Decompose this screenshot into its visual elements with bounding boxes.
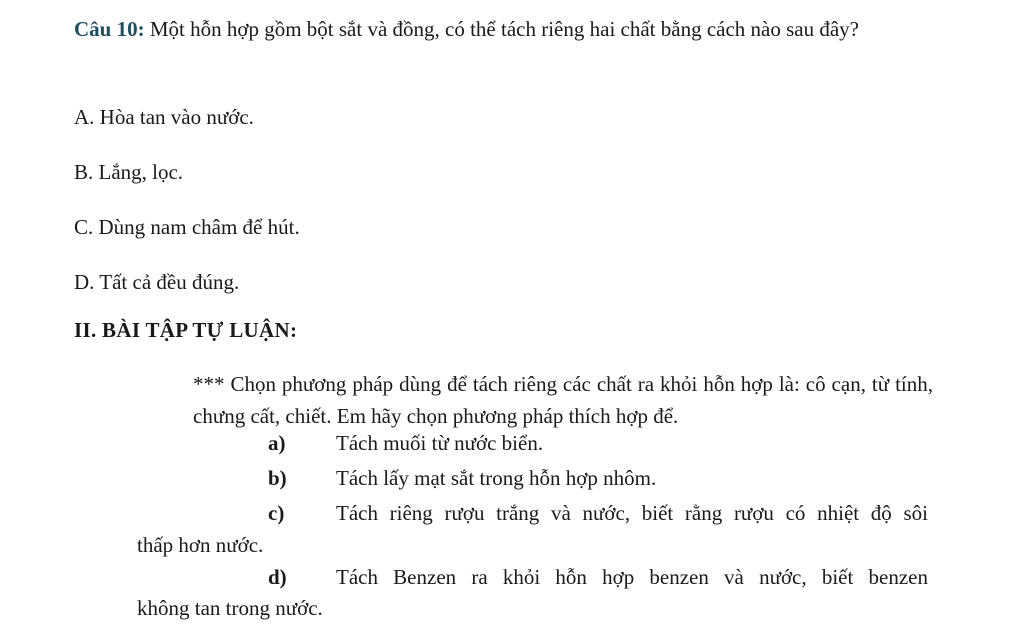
option-c: C. Dùng nam châm để hút. [74, 215, 300, 239]
question-label: Câu 10: [74, 17, 145, 41]
item-text-continuation: thấp hơn nước. [137, 533, 264, 557]
item-marker: b) [268, 466, 287, 490]
item-text: Tách riêng rượu trắng và nước, biết rằng rượu có nhiệt độ sôi [336, 501, 928, 525]
item-marker: c) [268, 501, 285, 525]
item-marker: a) [268, 431, 286, 455]
item-text: Tách muối từ nước biển. [336, 431, 544, 455]
item-text: Tách lấy mạt sắt trong hỗn hợp nhôm. [336, 466, 657, 490]
exercise-instruction: *** Chọn phương pháp dùng để tách riêng các chất ra khỏi hỗn hợp là: cô cạn, từ tính, chưng cất, chiết. Em hãy chọn phương pháp thích hợp để. [193, 372, 933, 428]
option-d: D. Tất cả đều đúng. [74, 270, 240, 294]
option-b: B. Lắng, lọc. [74, 160, 184, 184]
item-text: Tách Benzen ra khỏi hỗn hợp benzen và nước, biết benzen [336, 565, 928, 589]
item-text-continuation: không tan trong nước. [137, 596, 323, 620]
option-a: A. Hòa tan vào nước. [74, 105, 254, 129]
item-marker: d) [268, 565, 287, 589]
question-10 [74, 12, 954, 46]
section-title: II. BÀI TẬP TỰ LUẬN: [74, 318, 298, 342]
question-text: Một hỗn hợp gồm bột sắt và đồng, có thể tách riêng hai chất bằng cách nào sau đây? [144, 17, 859, 41]
